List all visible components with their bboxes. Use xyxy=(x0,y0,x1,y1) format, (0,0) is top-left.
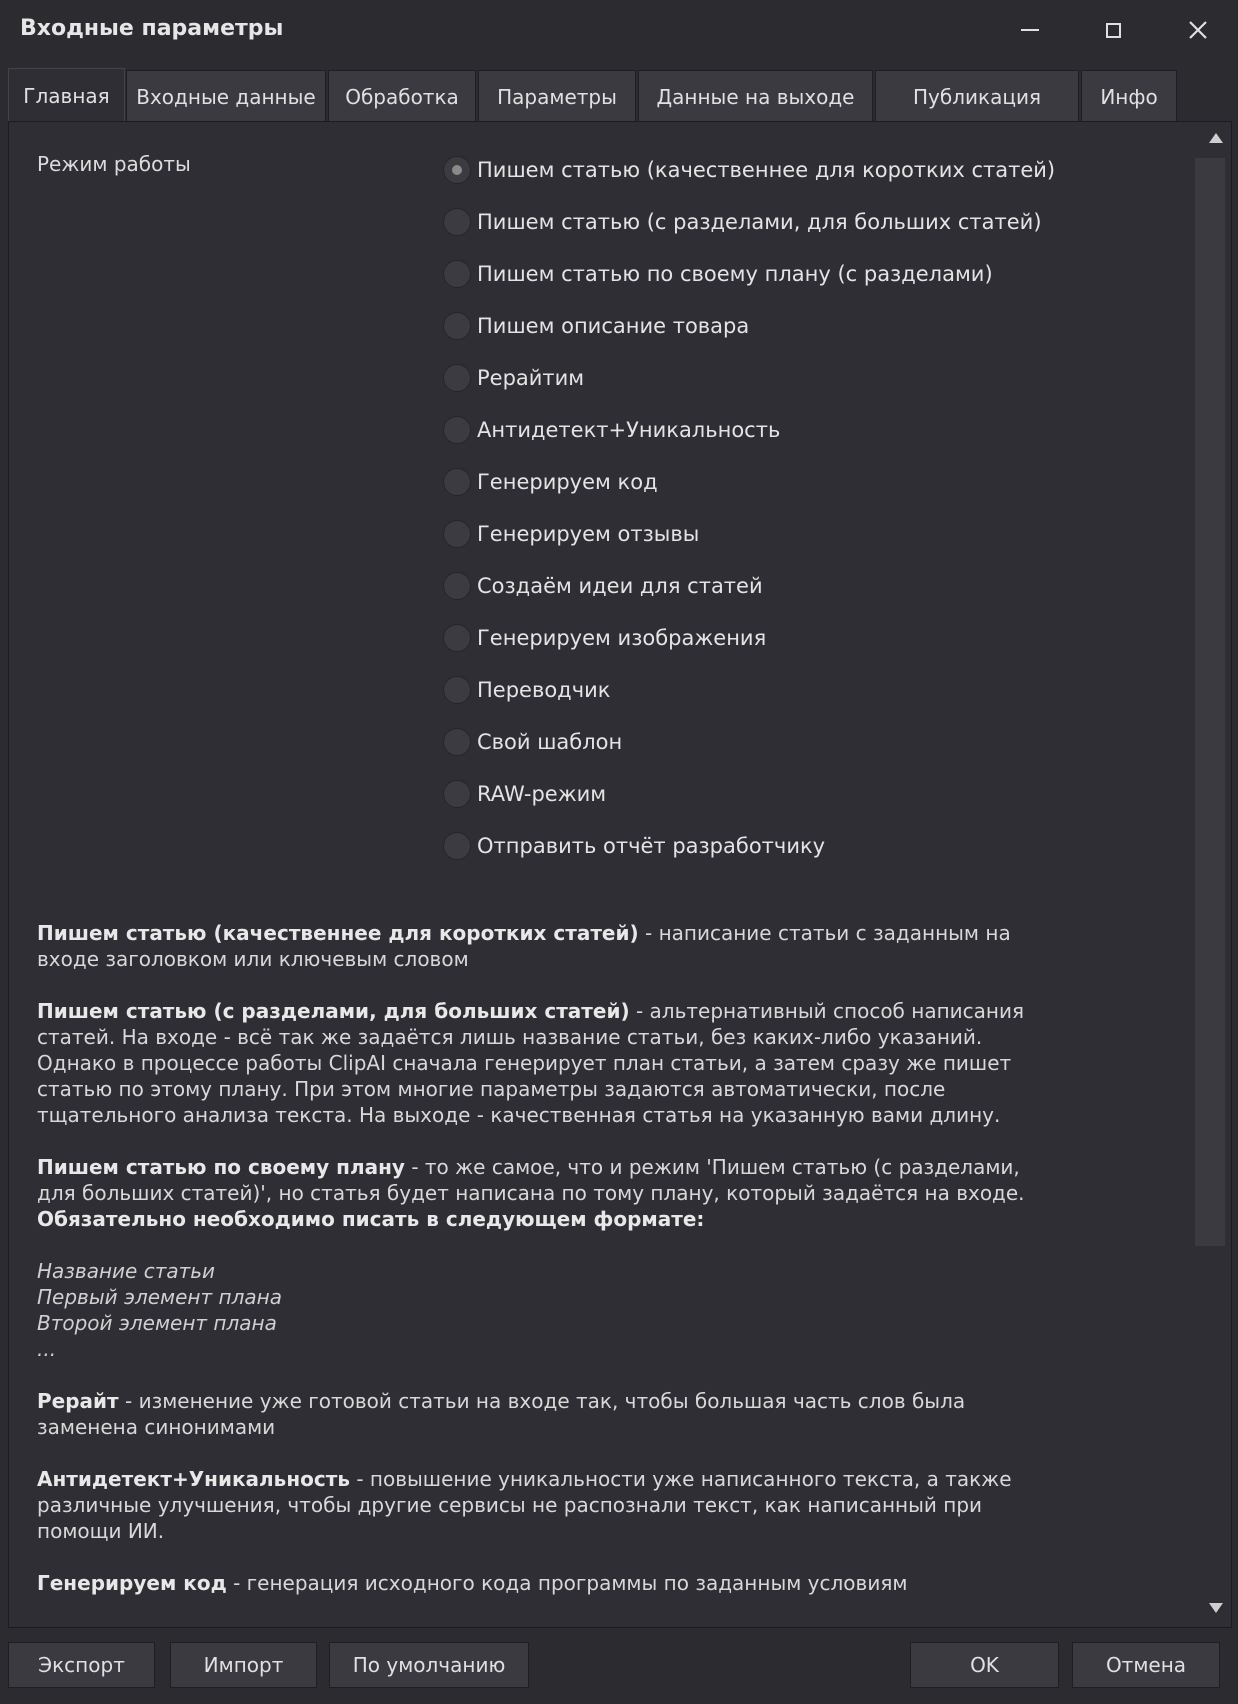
format-line: ... xyxy=(37,1337,57,1361)
format-note: Обязательно необходимо писать в следующем формате: xyxy=(37,1207,705,1231)
mode-label: Режим работы xyxy=(37,152,191,176)
tab-output-data[interactable]: Данные на выходе xyxy=(638,70,873,122)
description-title: Генерируем код xyxy=(37,1571,227,1595)
radio-indicator-icon xyxy=(443,416,471,444)
format-example xyxy=(37,1258,1037,1362)
mode-radio-label: Рерайтим xyxy=(477,366,585,390)
mode-radio-13[interactable] xyxy=(443,824,825,868)
radio-indicator-icon xyxy=(443,468,471,496)
close-icon xyxy=(1189,21,1207,39)
format-line: Первый элемент плана xyxy=(37,1285,282,1309)
ok-button[interactable]: OK xyxy=(910,1642,1059,1688)
title-bar xyxy=(0,0,1238,60)
radio-indicator-icon xyxy=(443,312,471,340)
default-button[interactable]: По умолчанию xyxy=(329,1642,529,1688)
description-title: Пишем статью (качественнее для коротких статей) xyxy=(37,921,639,945)
maximize-button[interactable] xyxy=(1078,6,1148,54)
radio-indicator-icon xyxy=(443,624,471,652)
description-paragraph xyxy=(37,1466,1037,1544)
mode-radio-label: Генерируем отзывы xyxy=(477,522,700,546)
mode-radio-7[interactable] xyxy=(443,512,699,556)
radio-indicator-icon xyxy=(443,260,471,288)
mode-radio-4[interactable] xyxy=(443,356,584,400)
radio-selected-dot-icon xyxy=(452,165,462,175)
mode-radio-5[interactable] xyxy=(443,408,780,452)
mode-radio-label: Переводчик xyxy=(477,678,611,702)
mode-radio-label: RAW-режим xyxy=(477,782,607,806)
description-text: - написание статьи с заданным на входе заголовком или ключевым словом xyxy=(37,921,1011,971)
radio-indicator-icon xyxy=(443,208,471,236)
mode-radio-12[interactable] xyxy=(443,772,606,816)
mode-radio-1[interactable] xyxy=(443,200,1042,244)
description-paragraph xyxy=(37,998,1037,1128)
description-text: - альтернативный способ написания статей. На входе - всё так же задаётся лишь название статьи, без каких-либо указаний. Однако в процессе работы ClipAI сначала генерирует план статьи, а затем сразу же пишет статью по этому плану. При этом многие параметры задаются автоматически, после тщательного анализа текста. На выходе - качественная статья на указанную вами длину. xyxy=(37,999,1025,1127)
mode-radio-label: Генерируем код xyxy=(477,470,658,494)
mode-radio-label: Пишем описание товара xyxy=(477,314,750,338)
mode-radio-9[interactable] xyxy=(443,616,766,660)
mode-radio-label: Отправить отчёт разработчику xyxy=(477,834,826,858)
description-title: Антидетект+Уникальность xyxy=(37,1467,350,1491)
description-paragraph xyxy=(37,920,1037,972)
mode-radio-label: Генерируем изображения xyxy=(477,626,767,650)
scroll-up-button[interactable] xyxy=(1206,128,1226,148)
description-title: Рерайт xyxy=(37,1389,119,1413)
tab-info[interactable]: Инфо xyxy=(1081,70,1177,122)
mode-radio-label: Антидетект+Уникальность xyxy=(477,418,781,442)
description-paragraph xyxy=(37,1570,1037,1596)
tab-input-data[interactable]: Входные данные xyxy=(126,70,326,122)
description-text: - изменение уже готовой статьи на входе так, чтобы большая часть слов была заменена синонимами xyxy=(37,1389,966,1439)
mode-radio-8[interactable] xyxy=(443,564,763,608)
format-line: Название статьи xyxy=(37,1259,216,1283)
scrollbar-thumb[interactable] xyxy=(1195,158,1225,1246)
mode-radio-label: Пишем статью по своему плану (с разделами) xyxy=(477,262,993,286)
radio-indicator-icon xyxy=(443,572,471,600)
cancel-button[interactable]: Отмена xyxy=(1072,1642,1220,1688)
mode-radio-10[interactable] xyxy=(443,668,610,712)
description-text: - повышение уникальности уже написанного текста, а также различные улучшения, чтобы другие сервисы не распознали текст, как написанный при помощи ИИ. xyxy=(37,1467,1012,1543)
tab-publication[interactable]: Публикация xyxy=(875,70,1079,122)
tab-main[interactable]: Главная xyxy=(8,68,125,122)
close-button[interactable] xyxy=(1163,6,1233,54)
export-button[interactable]: Экспорт xyxy=(8,1642,155,1688)
description-paragraph xyxy=(37,1154,1037,1232)
description-text: - то же самое, что и режим 'Пишем статью (с разделами, для больших статей)', но статья будет написана по тому плану, который задаётся на входе. xyxy=(37,1155,1025,1205)
mode-radio-label: Пишем статью (качественнее для коротких статей) xyxy=(477,158,1056,182)
mode-radio-label: Пишем статью (с разделами, для больших статей) xyxy=(477,210,1042,234)
radio-indicator-icon xyxy=(443,728,471,756)
mode-radio-6[interactable] xyxy=(443,460,658,504)
radio-indicator-icon xyxy=(443,156,471,184)
tab-parameters[interactable]: Параметры xyxy=(478,70,636,122)
mode-radio-0[interactable] xyxy=(443,148,1055,192)
maximize-icon xyxy=(1106,23,1121,38)
import-button[interactable]: Импорт xyxy=(170,1642,317,1688)
description-text: - генерация исходного кода программы по заданным условиям xyxy=(226,1571,908,1595)
mode-radio-label: Свой шаблон xyxy=(477,730,623,754)
window-title: Входные параметры xyxy=(20,16,284,41)
mode-radio-11[interactable] xyxy=(443,720,622,764)
mode-radio-2[interactable] xyxy=(443,252,993,296)
main-panel xyxy=(8,121,1232,1628)
scrollbar-track[interactable] xyxy=(1195,158,1225,1592)
tab-processing[interactable]: Обработка xyxy=(328,70,476,122)
radio-indicator-icon xyxy=(443,364,471,392)
mode-descriptions xyxy=(37,920,1037,1622)
scroll-down-button[interactable] xyxy=(1206,1598,1226,1618)
mode-radio-3[interactable] xyxy=(443,304,749,348)
minimize-icon xyxy=(1021,29,1039,31)
radio-indicator-icon xyxy=(443,676,471,704)
description-title: Пишем статью (с разделами, для больших статей) xyxy=(37,999,630,1023)
description-paragraph xyxy=(37,1388,1037,1440)
arrow-down-icon xyxy=(1209,1603,1223,1613)
format-line: Второй элемент плана xyxy=(37,1311,277,1335)
mode-radio-label: Создаём идеи для статей xyxy=(477,574,763,598)
arrow-up-icon xyxy=(1209,133,1223,143)
radio-indicator-icon xyxy=(443,520,471,548)
description-title: Пишем статью по своему плану xyxy=(37,1155,405,1179)
minimize-button[interactable] xyxy=(995,6,1065,54)
radio-indicator-icon xyxy=(443,780,471,808)
radio-indicator-icon xyxy=(443,832,471,860)
